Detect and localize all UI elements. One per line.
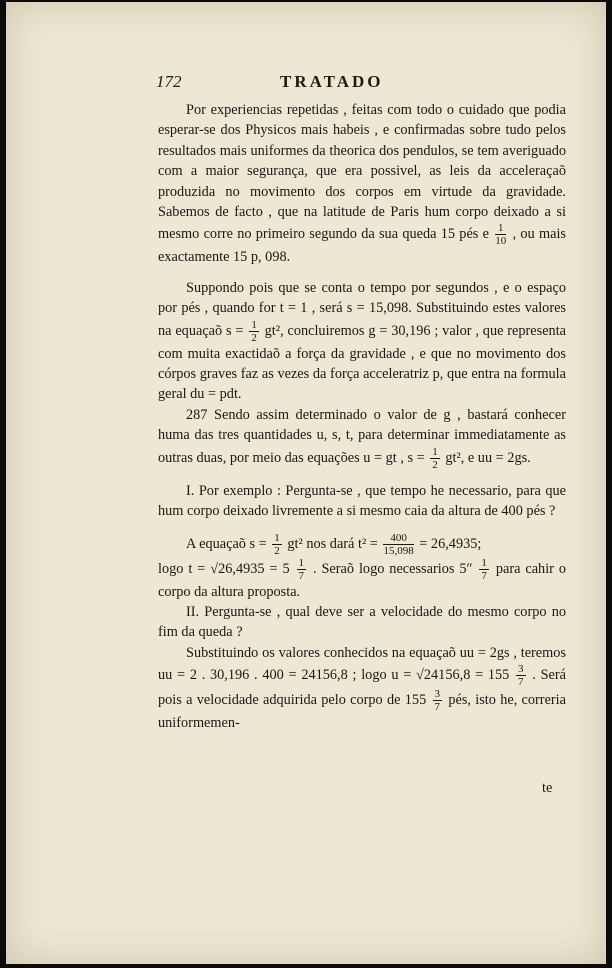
- book-page: [6, 2, 606, 964]
- paragraph-6: logo t = √26,4935 = 5 $\frac{1}{7}$ . Seraõ logo necessarios 5″ $\frac{1}{7}$ para cahir o corpo da altura proposta.: [158, 556, 567, 600]
- paragraph-5: A equaçaõ s = $\frac{1}{2}$ gt² nos dará t² = $\frac{400}{15,098}$ = 26,4935;: [186, 531, 482, 557]
- fraction: $\frac{1}{2}$: [432, 445, 438, 471]
- fraction: $\frac{1}{2}$: [274, 531, 280, 557]
- fraction: $\frac{1}{7}$: [481, 556, 487, 582]
- catchword: te: [542, 780, 553, 796]
- fraction: $\frac{1}{7}$: [298, 556, 305, 582]
- paragraph-2: Suppondo pois que se conta o tempo por segundos , e o espaço por pés , quando for t = 1 , será s = 15,098. Substituindo estes valores na equaçaõ s = $\frac{1}{2}$ gt², concluiremos g = 30,196 ; valor , que representa com muita exactidaõ a força da gravidade , e que no movimento dos córpos graves faz as vezes da força acceleratriz p, que entra na formula geral du = pdt.: [158, 279, 567, 403]
- body-text: [158, 100, 566, 734]
- paragraph-1: Por experiencias repetidas , feitas com todo o cuidado que podia esperar-se dos Physicos mais habeis , e confirmadas sobre tudo pelos resultados mais uniformes da theorica dos pendulos, se tem averiguado com a maior segurança, que era possivel, as leis da acceleraçaõ produzida no movimento dos corpos em virtude da gravidade. Sabemos de facto , que na latitude de Paris hum corpo deixado a si mesmo corre no primeiro segundo da sua queda 15 pés e $\frac{1}{10}$ , ou mais exactamente 15 p, 098.: [158, 102, 566, 266]
- fraction: $\frac{3}{7}$: [518, 663, 524, 689]
- page-header: [156, 72, 576, 96]
- fraction: $\frac{3}{7}$: [434, 688, 441, 714]
- paragraph-7: II. Pergunta-se , qual deve ser a velocidade do mesmo corpo no fim da queda ?: [158, 603, 566, 641]
- fraction: $\frac{1}{10}$: [495, 222, 507, 248]
- fraction: $\frac{1}{2}$: [251, 318, 257, 344]
- paragraph-4: I. Por exemplo : Pergunta-se , que tempo he necessario, para que hum corpo deixado livremente a si mesmo caia da altura de 400 pés ?: [158, 482, 566, 520]
- page-number: 172: [156, 72, 182, 91]
- fraction: $\frac{400}{15,098}$: [383, 531, 414, 557]
- running-title: TRATADO: [280, 72, 384, 91]
- paragraph-8: Substituindo os valores conhecidos na equaçaõ uu = 2gs , teremos uu = 2 . 30,196 . 400 = 24156,8 ; logo u = √24156,8 = 155 $\frac{3}{7}$ . Será pois a velocidade adquirida pelo corpo de 155 $\frac{3}{7}$ pés, isto he, correria uniformemen-: [158, 644, 566, 732]
- paragraph-3: 287 Sendo assim determinado o valor de g , bastará conhecer huma das tres quantidades u, s, t, para determinar immediatamente as outras duas, por meio das equações u = gt , s = $\frac{1}{2}$ gt², e uu = 2gs.: [158, 406, 566, 471]
